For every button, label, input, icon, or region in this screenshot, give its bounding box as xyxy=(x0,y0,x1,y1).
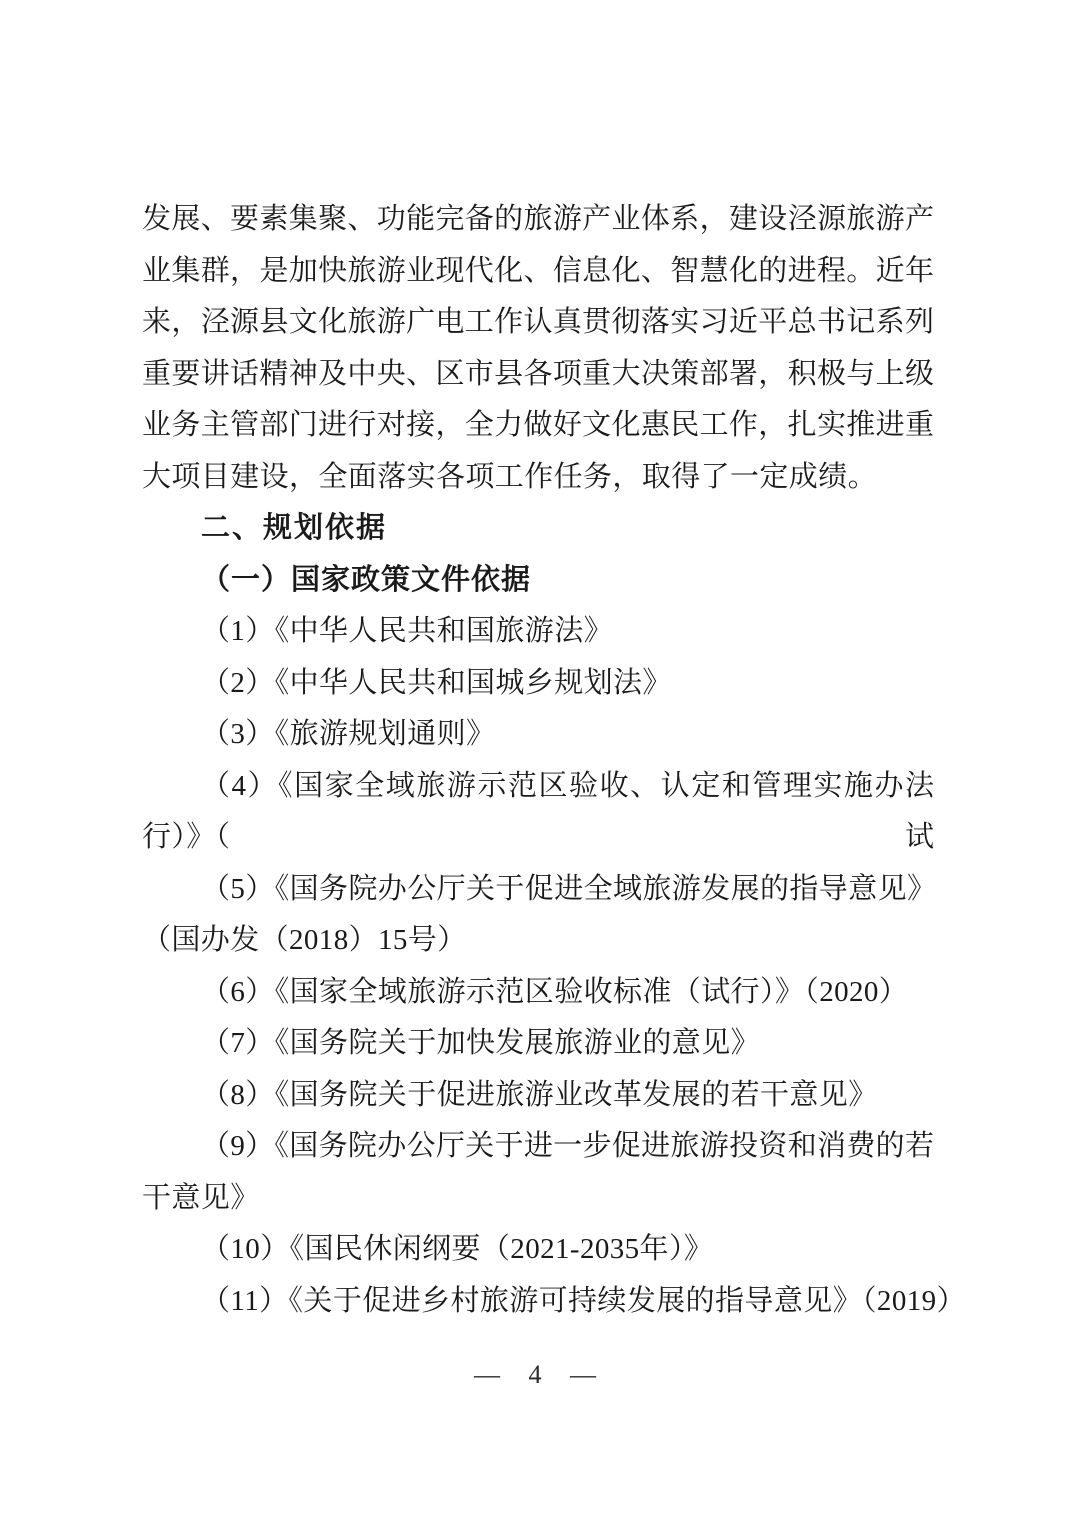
paragraph-line: 业务主管部门进行对接，全力做好文化惠民工作，扎实推进重 xyxy=(142,409,934,441)
list-item-line: （8）《国务院关于促进旅游业改革发展的若干意见》 xyxy=(201,1078,878,1111)
list-item-line: （3）《旅游规划通则》 xyxy=(201,718,496,750)
list-item-line: （6）《国家全域旅游示范区验收标准（试行）》（2020） xyxy=(201,975,909,1008)
footer-dash-left: — xyxy=(474,1360,500,1389)
list-item-line: （5）《国务院办公厅关于促进全域旅游发展的指导意见》 xyxy=(201,872,937,905)
page-number: 4 xyxy=(528,1360,542,1389)
paragraph-line: 业集群，是加快旅游业现代化、信息化、智慧化的进程。近年 xyxy=(142,254,934,287)
page-footer xyxy=(0,1355,1070,1395)
list-item-line: （7）《国务院关于加快发展旅游业的意见》 xyxy=(201,1027,761,1059)
paragraph-line: 来，泾源县文化旅游广电工作认真贯彻落实习近平总书记系列 xyxy=(142,306,934,338)
list-item-line: （4）《国家全域旅游示范区验收、认定和管理实施办法（试 xyxy=(201,769,934,853)
list-item-line: 行）》 xyxy=(142,821,216,853)
list-item-line: 干意见》 xyxy=(142,1181,260,1214)
list-item-line: （1）《中华人民共和国旅游法》 xyxy=(201,615,614,647)
subsection-heading: （一）国家政策文件依据 xyxy=(201,563,532,596)
footer-dash-right: — xyxy=(570,1360,596,1389)
paragraph-line: 重要讲话精神及中央、区市县各项重大决策部署，积极与上级 xyxy=(142,357,934,390)
list-item-line: （国办发（2018）15号） xyxy=(142,924,467,956)
document-body xyxy=(142,194,966,1327)
list-item-line: （10）《国民休闲纲要（2021-2035年）》 xyxy=(201,1233,714,1265)
section-heading: 二、规划依据 xyxy=(201,512,388,544)
list-item-line: （9）《国务院办公厅关于进一步促进旅游投资和消费的若 xyxy=(201,1130,934,1162)
list-item-line: （2）《中华人民共和国城乡规划法》 xyxy=(201,666,672,699)
paragraph-line: 大项目建设，全面落实各项工作任务，取得了一定成绩。 xyxy=(142,460,878,493)
paragraph-line: 发展、要素集聚、功能完备的旅游产业体系，建设泾源旅游产 xyxy=(142,203,934,235)
list-item-line: （11）《关于促进乡村旅游可持续发展的指导意见》（2019） xyxy=(201,1284,966,1317)
